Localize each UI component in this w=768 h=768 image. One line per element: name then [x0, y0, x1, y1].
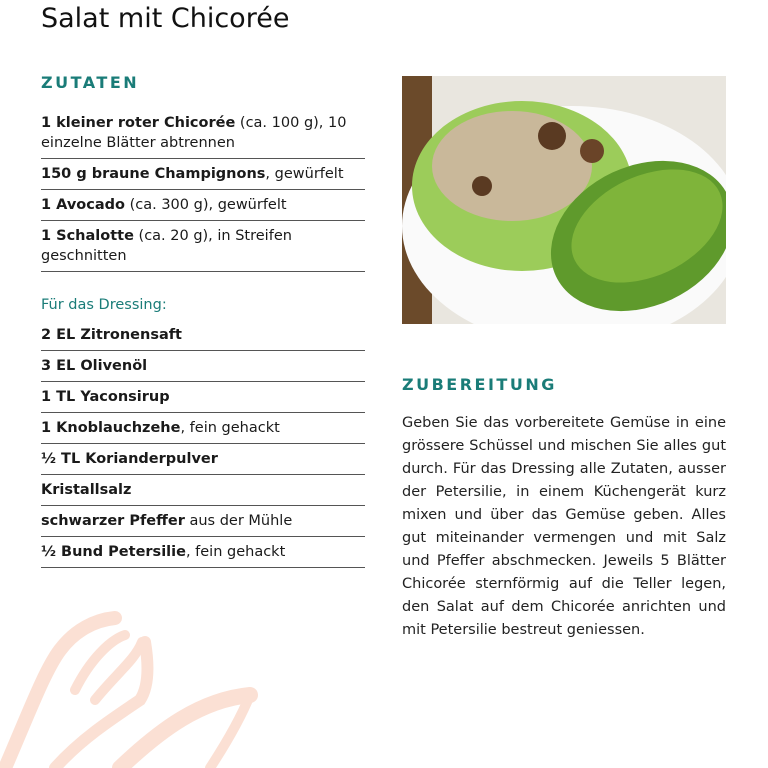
dressing-item: 2 EL Zitronensaft: [41, 320, 365, 351]
dressing-item: 1 TL Yaconsirup: [41, 382, 365, 413]
ingredients-heading: ZUTATEN: [41, 73, 140, 92]
ingredient-item: 1 kleiner roter Chicorée (ca. 100 g), 10 einzelne Blätter abtrennen: [41, 108, 365, 159]
recipe-title: Salat mit Chicorée: [41, 3, 290, 34]
salad-photo: [402, 76, 726, 324]
ingredient-item: 1 Avocado (ca. 300 g), gewürfelt: [41, 190, 365, 221]
dressing-item: Kristallsalz: [41, 475, 365, 506]
dressing-item: 1 Knoblauchzehe, fein gehackt: [41, 413, 365, 444]
dressing-item: ½ Bund Petersilie, fein gehackt: [41, 537, 365, 568]
dressing-item: 3 EL Olivenöl: [41, 351, 365, 382]
ingredient-item: 1 Schalotte (ca. 20 g), in Streifen geschnitten: [41, 221, 365, 272]
cutlery-icon: [0, 580, 300, 768]
dressing-item: schwarzer Pfeffer aus der Mühle: [41, 506, 365, 537]
ingredient-item: 150 g braune Champignons, gewürfelt: [41, 159, 365, 190]
dressing-item: ½ TL Korianderpulver: [41, 444, 365, 475]
preparation-text: Geben Sie das vorbereitete Gemüse in eine grössere Schüssel und mischen Sie alles gut durch. Für das Dressing alle Zutaten, ausser der Petersilie, in einem Küchengerät kurz mixen und über das Gemüse geben. Alles gut miteinander vermengen und mit Salz und Pfeffer abschmecken. Jeweils 5 Blätter Chicorée sternförmig auf die Teller legen, den Salat auf dem Chicorée anrichten und mit Petersilie bestreut geniessen.: [402, 415, 726, 638]
ingredients-list: [41, 108, 365, 568]
preparation-heading: ZUBEREITUNG: [402, 375, 557, 394]
dressing-label: Für das Dressing:: [41, 297, 167, 313]
